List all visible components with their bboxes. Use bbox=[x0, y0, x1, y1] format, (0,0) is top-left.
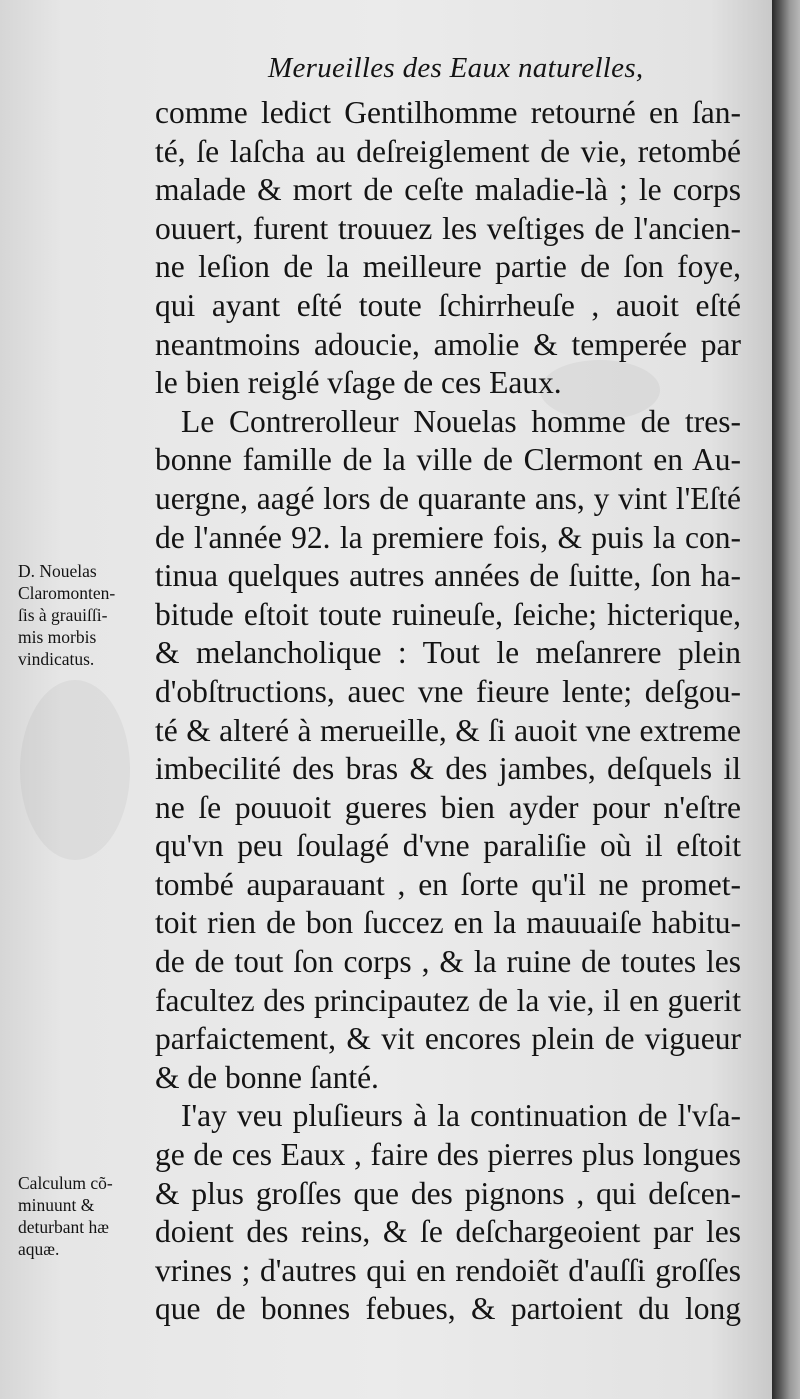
text-line: de l'année 92. la premiere fois, & puis la con- bbox=[155, 519, 741, 555]
text-line: d'obſtructions, auec vne fieure lente; deſgou- bbox=[155, 673, 741, 709]
text-line: tombé auparauant , en ſorte qu'il ne promet- bbox=[155, 866, 741, 902]
text-line: parfaictement, & vit encores plein de vigueur bbox=[155, 1021, 741, 1057]
marginal-note-line: aquæ. bbox=[18, 1239, 60, 1259]
text-line: malade & mort de ceſte maladie-là ; le corps bbox=[155, 172, 741, 208]
text-line: de de tout ſon corps , & la ruine de toutes les bbox=[155, 944, 741, 980]
marginal-note bbox=[18, 560, 153, 670]
text-line: uergne, aagé lors de quarante ans, y vint l'Eſté bbox=[155, 480, 741, 516]
marginal-note-line: mis morbis bbox=[18, 627, 97, 647]
text-line: que de bonnes febues, & partoient du long bbox=[155, 1291, 741, 1327]
marginal-note-line: deturbant hæ bbox=[18, 1217, 109, 1237]
text-line: & de bonne ſanté. bbox=[155, 1059, 379, 1095]
marginal-note-line: D. Nouelas bbox=[18, 561, 97, 581]
text-line: vrines ; d'autres qui en rendoiẽt d'auſſi groſſes bbox=[155, 1252, 741, 1288]
text-line: qu'vn peu ſoulagé d'vne paraliſie où il eſtoit bbox=[155, 828, 741, 864]
text-line: I'ay veu pluſieurs à la continuation de l'vſa- bbox=[181, 1098, 741, 1134]
text-line: ge de ces Eaux , faire des pierres plus longues bbox=[155, 1137, 741, 1173]
text-line: toit rien de bon ſuccez en la mauuaiſe habitu- bbox=[155, 905, 741, 941]
book-spine bbox=[772, 0, 800, 1399]
text-line: té, ſe laſcha au deſreiglement de vie, retombé bbox=[155, 133, 741, 169]
marginal-note-line: minuunt & bbox=[18, 1195, 95, 1215]
text-line: neantmoins adoucie, amolie & temperée par bbox=[155, 326, 741, 362]
text-line: ne ſe pouuoit gueres bien ayder pour n'eſtre bbox=[155, 789, 741, 825]
text-line: tinua quelques autres années de ſuitte, ſon ha- bbox=[155, 558, 741, 594]
text-line: ne leſion de la meilleure partie de ſon foye, bbox=[155, 249, 741, 285]
text-line: ouuert, furent trouuez les veſtiges de l'ancien- bbox=[155, 210, 741, 246]
text-line: & melancholique : Tout le meſanrere plein bbox=[155, 635, 741, 671]
text-line: comme ledict Gentilhomme retourné en ſan- bbox=[155, 95, 741, 130]
text-line: le bien reiglé vſage de ces Eaux. bbox=[155, 365, 562, 401]
text-line: & plus groſſes que des pignons , qui deſcen- bbox=[155, 1175, 741, 1211]
text-line: bonne famille de la ville de Clermont en Au- bbox=[155, 442, 741, 478]
body-text bbox=[155, 94, 741, 1329]
marginal-note-line: Calculum cõ- bbox=[18, 1173, 113, 1193]
marginal-note-line: Claromonten- bbox=[18, 583, 116, 603]
paper-stain bbox=[20, 680, 130, 860]
text-line: Le Contrerolleur Nouelas homme de tres- bbox=[181, 403, 741, 439]
marginal-note bbox=[18, 1172, 153, 1260]
text-line: doient des reins, & ſe deſchargeoient par les bbox=[155, 1214, 741, 1250]
marginal-note-line: vindicatus. bbox=[18, 649, 95, 669]
text-line: facultez des principautez de la vie, il en guerit bbox=[155, 982, 741, 1018]
marginal-note-line: ſis à grauiſſi- bbox=[18, 605, 108, 625]
text-line: té & alteré à merueille, & ſi auoit vne extreme bbox=[155, 712, 741, 748]
text-line: imbecilité des bras & des jambes, deſquels il bbox=[155, 751, 741, 787]
running-head: Merueilles des Eaux naturelles, bbox=[268, 52, 644, 84]
text-line: qui ayant eſté toute ſchirrheuſe , auoit eſté bbox=[155, 287, 741, 323]
text-line: bitude eſtoit toute ruineuſe, ſeiche; hicterique, bbox=[155, 596, 741, 632]
